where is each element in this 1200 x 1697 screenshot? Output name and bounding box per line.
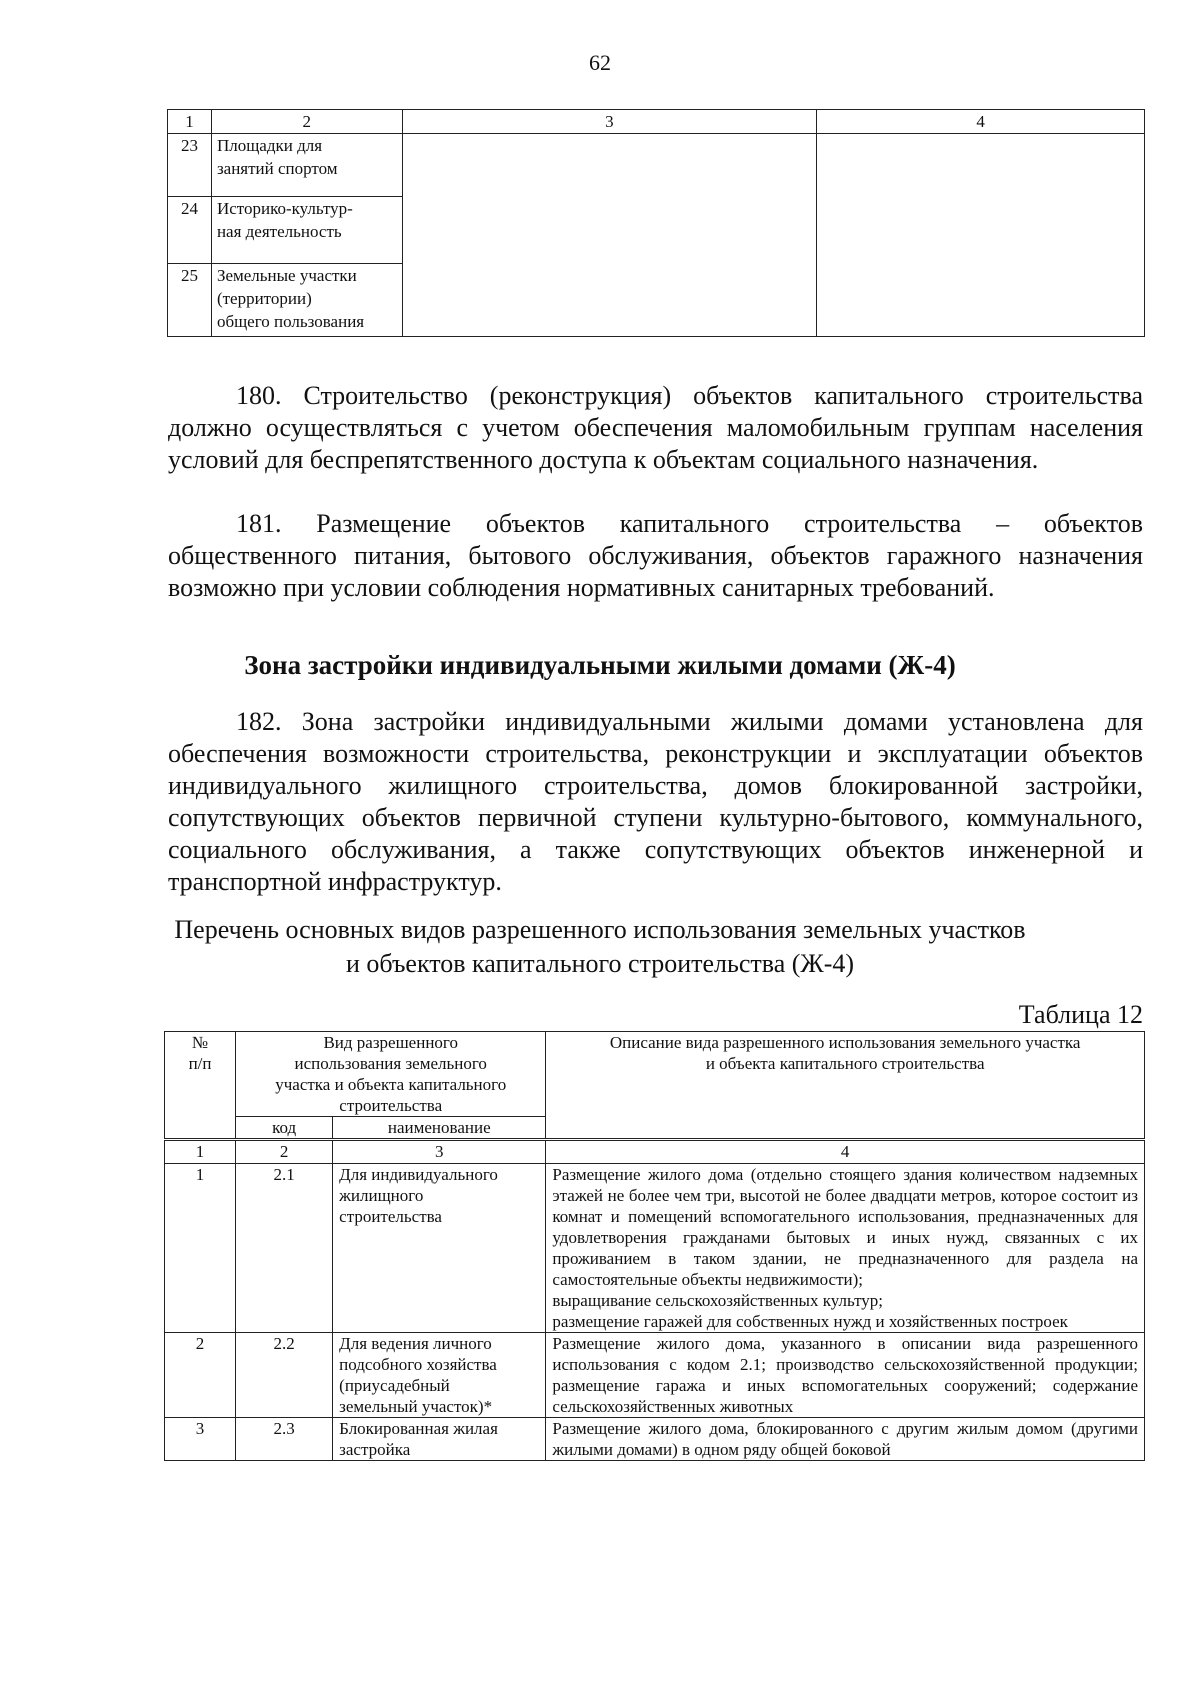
page-number: 62 xyxy=(589,50,611,75)
header-text: п/п xyxy=(188,1054,212,1073)
paragraph-text: 181. Размещение объектов капитального строительства – объектов общественного питания, бытового обслуживания, объектов гаражного назначения возможно при условии соблюдения нормативных санитарных требований. xyxy=(168,509,1143,602)
row-name xyxy=(333,1418,546,1461)
paragraph-182 xyxy=(168,706,1143,898)
table-header-row xyxy=(168,110,1145,134)
row-name-line: Земельные участки xyxy=(216,266,357,285)
table-row xyxy=(165,1418,1145,1461)
row-name-line: жилищного xyxy=(339,1186,424,1205)
row-description xyxy=(546,1418,1145,1461)
header-cell: 4 xyxy=(817,110,1145,134)
list-title xyxy=(0,913,1200,981)
paragraph-180 xyxy=(168,380,1143,476)
row-number: 2 xyxy=(165,1333,236,1418)
table-header-row xyxy=(165,1032,1145,1117)
description-line: Размещение жилого дома (отдельно стоящего здания количеством надземных этажей не более чем три, высотой не более двадцати метров, которое состоит из комнат и помещений вспомогательного использования, предназначенных для удовлетворения гражданами бытовых и иных нужд, связанных с их проживанием в таком здании, не предназначенного для раздела на самостоятельные объекты недвижимости); xyxy=(552,1165,1138,1289)
header-name-cell: наименование xyxy=(333,1117,546,1140)
row-name-line: Для ведения личного xyxy=(339,1334,492,1353)
table-label: Таблица 12 xyxy=(1018,1000,1143,1029)
row-name xyxy=(333,1333,546,1418)
row-name-line: Историко-культур- xyxy=(216,199,353,218)
row-name xyxy=(333,1164,546,1333)
header-cell: 1 xyxy=(168,110,212,134)
row-name-line: занятий спортом xyxy=(216,159,338,178)
row-name-line: застройка xyxy=(339,1440,411,1459)
row-number: 3 xyxy=(165,1418,236,1461)
table-row xyxy=(165,1164,1145,1333)
row-name-line: Для индивидуального xyxy=(339,1165,498,1184)
continuation-table xyxy=(167,109,1145,337)
description-line: выращивание сельскохозяйственных культур; xyxy=(552,1291,884,1310)
header-desc-cell xyxy=(546,1032,1145,1140)
header-vid-cell xyxy=(236,1032,546,1117)
row-number: 23 xyxy=(168,134,212,197)
row-name xyxy=(211,134,402,197)
column-number: 4 xyxy=(546,1140,1145,1164)
row-description xyxy=(546,1164,1145,1333)
row-description xyxy=(546,1333,1145,1418)
row-code: 2.1 xyxy=(236,1164,333,1333)
row-code: 2.3 xyxy=(236,1418,333,1461)
row-name-line: ная деятельность xyxy=(216,222,342,241)
description-line: Размещение жилого дома, указанного в описании вида разрешенного использования с кодом 2.1; производство сельскохозяйственной продукции; размещение гаража и иных вспомогательных сооружений; содержание сельскохозяйственных животных xyxy=(552,1334,1138,1416)
land-use-table xyxy=(164,1031,1145,1461)
column-number: 2 xyxy=(236,1140,333,1164)
row-number: 25 xyxy=(168,264,212,337)
header-cell: 2 xyxy=(211,110,402,134)
column-number: 1 xyxy=(165,1140,236,1164)
header-text: и объекта капитального строительства xyxy=(705,1054,985,1073)
row-name-line: общего пользования xyxy=(216,312,365,331)
list-title-line: Перечень основных видов разрешенного использования земельных участков xyxy=(174,915,1026,944)
row-name-line: (приусадебный xyxy=(339,1376,450,1395)
row-name-line: земельный участок)* xyxy=(339,1397,493,1416)
table-row xyxy=(165,1333,1145,1418)
header-text: участка и объекта капитального xyxy=(275,1075,507,1094)
table-column-numbers xyxy=(165,1140,1145,1164)
paragraph-181 xyxy=(168,508,1143,604)
header-text: использования земельного xyxy=(294,1054,487,1073)
header-code-cell: код xyxy=(236,1117,333,1140)
row-name-line: Блокированная жилая xyxy=(339,1419,498,1438)
zone-heading: Зона застройки индивидуальными жилыми домами (Ж-4) xyxy=(244,650,956,680)
paragraph-text: 180. Строительство (реконструкция) объектов капитального строительства должно осуществляться с учетом обеспечения маломобильным группам населения условий для беспрепятственного доступа к объектам социального назначения. xyxy=(168,381,1143,474)
row-name xyxy=(211,264,402,337)
description-line: размещение гаражей для собственных нужд и хозяйственных построек xyxy=(552,1312,1068,1331)
row-name-line: Площадки для xyxy=(216,136,323,155)
header-text: № xyxy=(191,1033,209,1052)
row-number: 24 xyxy=(168,197,212,264)
row-name-line: подсобного хозяйства xyxy=(339,1355,497,1374)
row-name xyxy=(211,197,402,264)
header-text: Вид разрешенного xyxy=(323,1033,458,1052)
row-number: 1 xyxy=(165,1164,236,1333)
empty-cell xyxy=(817,134,1145,337)
header-text: строительства xyxy=(339,1096,443,1115)
description-line: Размещение жилого дома, блокированного с другим жилым домом (другими жилыми домами) в одном ряду общей боковой xyxy=(552,1419,1138,1459)
paragraph-text: 182. Зона застройки индивидуальными жилыми домами установлена для обеспечения возможности строительства, реконструкции и эксплуатации объектов индивидуального жилищного строительства, домов блокированной застройки, сопутствующих объектов первичной ступени культурно-бытового, коммунального, социального обслуживания, а также сопутствующих объектов инженерной и транспортной инфраструктур. xyxy=(168,707,1143,896)
header-num-cell xyxy=(165,1032,236,1140)
column-number: 3 xyxy=(333,1140,546,1164)
table-row xyxy=(168,134,1145,197)
header-text: Описание вида разрешенного использования земельного участка xyxy=(609,1033,1081,1052)
header-cell: 3 xyxy=(402,110,817,134)
list-title-line: и объектов капитального строительства (Ж-4) xyxy=(345,949,855,978)
empty-cell xyxy=(402,134,817,337)
row-name-line: (территории) xyxy=(216,289,312,308)
row-code: 2.2 xyxy=(236,1333,333,1418)
row-name-line: строительства xyxy=(339,1207,442,1226)
